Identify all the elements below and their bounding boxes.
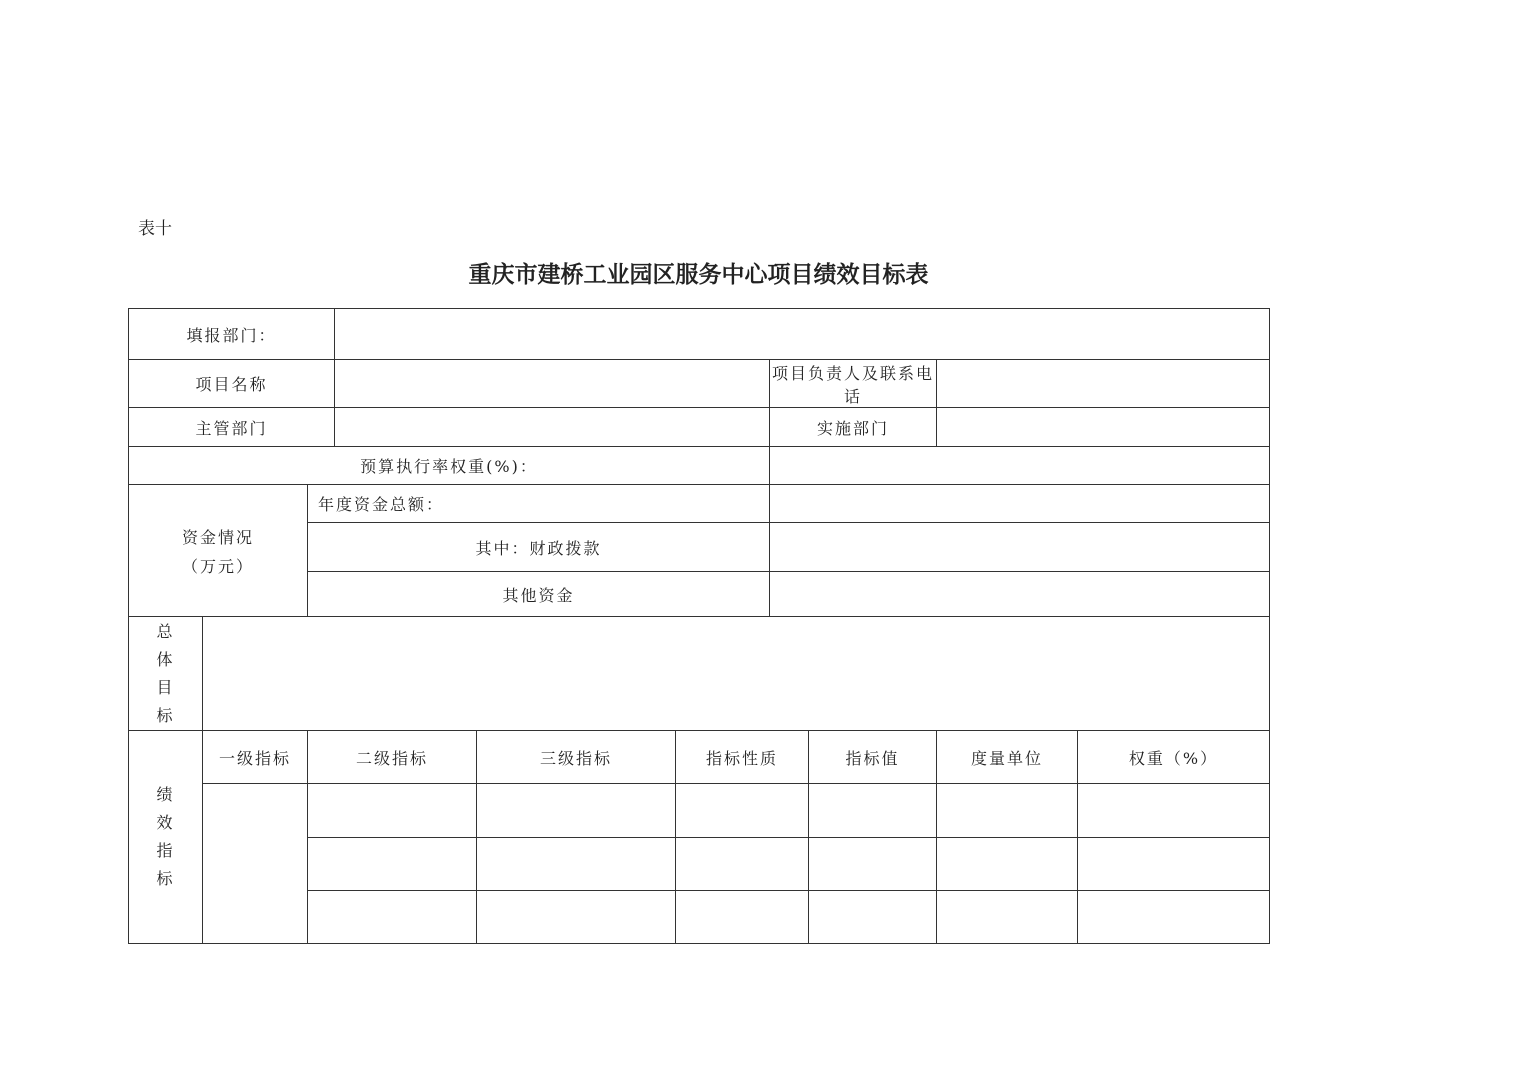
- overall-goal-char: 目: [156, 677, 175, 697]
- weight-cell[interactable]: [1078, 891, 1270, 944]
- row-budget-rate: [129, 447, 1270, 485]
- fill-dept-label: 填报部门：: [129, 309, 335, 360]
- perf-char: 标: [156, 869, 175, 888]
- nature-cell[interactable]: [676, 784, 809, 838]
- impl-dept-value[interactable]: [937, 408, 1270, 447]
- weight-cell[interactable]: [1078, 838, 1270, 891]
- project-name-label: 项目名称: [129, 360, 335, 408]
- overall-goal-char: 总: [156, 621, 175, 641]
- fund-fiscal-label: 其中：财政拨款: [308, 523, 770, 572]
- budget-rate-label: 预算执行率权重(%)：: [129, 447, 770, 485]
- header-level3: 三级指标: [477, 731, 676, 784]
- table-number: 表十: [138, 219, 172, 239]
- fund-total-label: 年度资金总额：: [308, 485, 770, 523]
- value-cell[interactable]: [809, 784, 937, 838]
- level3-cell[interactable]: [477, 784, 676, 838]
- leader-value[interactable]: [937, 360, 1270, 408]
- supervisor-label: 主管部门: [129, 408, 335, 447]
- header-weight: 权重（%）: [1078, 731, 1270, 784]
- nature-cell[interactable]: [676, 838, 809, 891]
- level2-cell[interactable]: [308, 891, 477, 944]
- row-perf-header: [129, 731, 1270, 784]
- nature-cell[interactable]: [676, 891, 809, 944]
- budget-rate-value[interactable]: [770, 447, 1270, 485]
- value-cell[interactable]: [809, 838, 937, 891]
- value-cell[interactable]: [809, 891, 937, 944]
- perf-char: 绩: [156, 785, 175, 804]
- row-overall-goal: [129, 617, 1270, 731]
- fund-total-value[interactable]: [770, 485, 1270, 523]
- row-fund-total: [129, 485, 1270, 523]
- header-nature: 指标性质: [676, 731, 809, 784]
- perf-char: 效: [156, 813, 175, 832]
- overall-goal-char: 标: [156, 705, 175, 725]
- level2-cell[interactable]: [308, 784, 477, 838]
- fund-other-label: 其他资金: [308, 572, 770, 617]
- fill-dept-value[interactable]: [335, 309, 1270, 360]
- level1-cell[interactable]: [203, 784, 308, 944]
- perf-indicator-label: [129, 731, 203, 944]
- level3-cell[interactable]: [477, 838, 676, 891]
- header-unit: 度量单位: [937, 731, 1078, 784]
- project-name-value[interactable]: [335, 360, 770, 408]
- performance-target-form: [128, 308, 1270, 944]
- perf-char: 指: [156, 841, 175, 860]
- unit-cell[interactable]: [937, 784, 1078, 838]
- level2-cell[interactable]: [308, 838, 477, 891]
- fund-label: [129, 485, 308, 617]
- fund-other-value[interactable]: [770, 572, 1270, 617]
- fund-label-line2: （万元）: [181, 556, 254, 576]
- header-level1: 一级指标: [203, 731, 308, 784]
- overall-goal-char: 体: [156, 649, 175, 669]
- header-level2: 二级指标: [308, 731, 477, 784]
- page-title: 重庆市建桥工业园区服务中心项目绩效目标表: [468, 261, 929, 288]
- row-fill-dept: [129, 309, 1270, 360]
- level3-cell[interactable]: [477, 891, 676, 944]
- unit-cell[interactable]: [937, 891, 1078, 944]
- fund-fiscal-value[interactable]: [770, 523, 1270, 572]
- header-value: 指标值: [809, 731, 937, 784]
- row-supervisor: [129, 408, 1270, 447]
- overall-goal-label: [129, 617, 203, 731]
- impl-dept-label: 实施部门: [770, 408, 937, 447]
- row-project-name: [129, 360, 1270, 408]
- leader-label: 项目负责人及联系电话: [770, 360, 937, 408]
- overall-goal-value[interactable]: [203, 617, 1270, 731]
- weight-cell[interactable]: [1078, 784, 1270, 838]
- unit-cell[interactable]: [937, 838, 1078, 891]
- perf-row: [129, 784, 1270, 838]
- supervisor-value[interactable]: [335, 408, 770, 447]
- fund-label-line1: 资金情况: [181, 527, 254, 547]
